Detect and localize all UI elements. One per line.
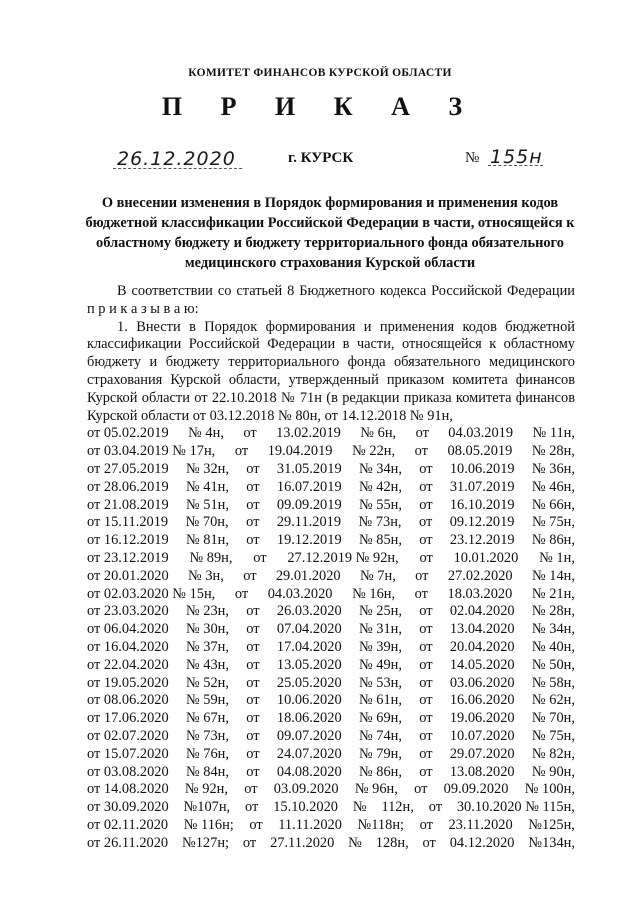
amendment-cell: №125н, bbox=[528, 816, 575, 833]
amendment-row bbox=[87, 568, 575, 586]
amendment-cell: 31.05.2019 bbox=[276, 460, 342, 477]
amendment-cell: № 81н, bbox=[185, 532, 229, 549]
amendment-cell: от 06.04.2020 bbox=[87, 621, 169, 638]
amendment-cell: 09.12.2019 bbox=[449, 514, 515, 531]
amendment-cell: № 23н, bbox=[185, 603, 229, 620]
amendment-cell: № 59н, bbox=[185, 692, 229, 709]
amendment-row bbox=[87, 657, 575, 675]
amendment-cell: № 1н, bbox=[539, 549, 575, 566]
amendment-cell: 13.04.2020 bbox=[449, 621, 515, 638]
amendment-cell: от 23.12.2019 bbox=[87, 549, 169, 566]
amendment-cell: 29.07.2020 bbox=[449, 745, 515, 762]
amendment-cell: от bbox=[419, 460, 433, 477]
amendment-list bbox=[87, 425, 575, 852]
amendment-cell: от bbox=[414, 585, 428, 602]
amendment-cell: 10.06.2020 bbox=[276, 692, 342, 709]
amendment-cell: 09.09.2019 bbox=[276, 496, 342, 513]
amendment-cell: № 61н, bbox=[358, 692, 402, 709]
amendment-cell: № 62н, bbox=[531, 692, 575, 709]
amendment-cell: № 34н, bbox=[358, 460, 402, 477]
amendment-cell: от 03.04.2019 № 17н, bbox=[87, 443, 216, 460]
amendment-cell: от bbox=[246, 674, 260, 691]
amendment-cell: № 50н, bbox=[531, 656, 575, 673]
amendment-row bbox=[87, 781, 575, 799]
amendment-cell: 08.05.2019 bbox=[447, 443, 513, 460]
amendment-cell: от bbox=[414, 781, 428, 798]
amendment-cell: от bbox=[419, 816, 433, 833]
amendment-cell: 07.04.2020 bbox=[276, 621, 342, 638]
amendment-cell: № 82н, bbox=[531, 745, 575, 762]
amendment-row bbox=[87, 550, 575, 568]
amendment-row bbox=[87, 799, 575, 817]
amendment-cell: от 02.03.2020 № 15н, bbox=[87, 585, 216, 602]
amendment-cell: от bbox=[246, 638, 260, 655]
amendment-cell: № 34н, bbox=[531, 621, 575, 638]
amendment-cell: № 67н, bbox=[185, 710, 229, 727]
amendment-cell: 09.09.2020 bbox=[443, 781, 509, 798]
amendment-row bbox=[87, 817, 575, 835]
amendment-cell: от bbox=[419, 638, 433, 655]
amendment-cell: от 17.06.2020 bbox=[87, 710, 169, 727]
amendment-cell: от bbox=[246, 514, 260, 531]
amendment-cell: 23.12.2019 bbox=[449, 532, 515, 549]
amendment-cell: № 22н, bbox=[352, 443, 396, 460]
amendment-cell: 04.08.2020 bbox=[276, 763, 342, 780]
amendment-cell: № 4н, bbox=[188, 425, 224, 442]
amendment-cell: № 84н, bbox=[185, 763, 229, 780]
amendment-cell: от bbox=[246, 603, 260, 620]
amendment-cell: № 28н, bbox=[531, 443, 575, 460]
amendment-cell: № 96н, bbox=[354, 781, 398, 798]
amendment-cell: № 90н, bbox=[531, 763, 575, 780]
amendment-cell: 29.11.2019 bbox=[276, 514, 342, 531]
amendment-cell: от bbox=[419, 710, 433, 727]
amendment-cell: 09.07.2020 bbox=[276, 727, 342, 744]
amendment-cell: № bbox=[352, 799, 367, 816]
amendment-cell: от 20.01.2020 bbox=[87, 567, 169, 584]
amendment-cell: от bbox=[419, 656, 433, 673]
amendment-cell: № 11н, bbox=[532, 425, 575, 442]
amendment-row bbox=[87, 497, 575, 515]
amendment-cell: 20.04.2020 bbox=[449, 638, 515, 655]
amendment-cell: № 6н, bbox=[360, 425, 397, 442]
amendment-row bbox=[87, 746, 575, 764]
order-body bbox=[87, 283, 575, 853]
amendment-cell: от bbox=[246, 727, 260, 744]
amendment-cell: 27.02.2020 bbox=[447, 567, 513, 584]
amendment-cell: от bbox=[243, 567, 257, 584]
amendment-cell: №107н, bbox=[183, 799, 231, 816]
amendment-cell: от bbox=[246, 763, 260, 780]
amendment-cell: 25.05.2020 bbox=[276, 674, 342, 691]
amendment-cell: 04.03.2019 bbox=[448, 425, 514, 442]
amendment-cell: № 79н, bbox=[358, 745, 402, 762]
amendment-cell: 16.06.2020 bbox=[449, 692, 515, 709]
amendment-cell: № 28н, bbox=[531, 603, 575, 620]
amendment-cell: от 16.12.2019 bbox=[87, 532, 169, 549]
amendment-cell: от 02.07.2020 bbox=[87, 727, 169, 744]
amendment-cell: № 16н, bbox=[352, 585, 396, 602]
amendment-cell: от 30.09.2020 bbox=[87, 799, 169, 816]
amendment-cell: № 92н, bbox=[184, 781, 228, 798]
order-number: 155н bbox=[490, 146, 543, 168]
amendment-cell: от bbox=[246, 478, 260, 495]
preamble-paragraph: В соответствии со статьей 8 Бюджетного кодекса Российской Федерации п р и к а з ы в а ю: bbox=[87, 283, 575, 317]
amendment-cell: от bbox=[242, 834, 257, 851]
amendment-cell: от bbox=[234, 585, 249, 602]
amendment-cell: от bbox=[244, 781, 258, 798]
amendment-cell: от bbox=[418, 514, 433, 531]
amendment-row bbox=[87, 728, 575, 746]
amendment-cell: от bbox=[419, 549, 433, 566]
amendment-cell: 112н, bbox=[381, 799, 414, 816]
document-title: П Р И К А З bbox=[161, 92, 479, 121]
amendment-cell: 31.07.2019 bbox=[449, 478, 515, 495]
amendment-cell: № 51н, bbox=[185, 496, 229, 513]
amendment-cell: № 43н, bbox=[185, 656, 229, 673]
amendment-cell: 15.10.2020 bbox=[273, 799, 338, 816]
amendment-cell: 10.06.2019 bbox=[449, 460, 515, 477]
amendment-cell: 29.01.2020 bbox=[275, 567, 341, 584]
amendment-cell: от bbox=[419, 621, 433, 638]
amendment-cell: № 116н; bbox=[183, 816, 234, 833]
amendment-row bbox=[87, 425, 575, 443]
amendment-cell: № 7н, bbox=[359, 567, 396, 584]
amendment-cell: 02.04.2020 bbox=[449, 603, 515, 620]
order-number-label: № bbox=[465, 150, 480, 166]
amendment-cell: 17.04.2020 bbox=[276, 638, 342, 655]
amendment-cell: 27.12.2019 № 92н, bbox=[287, 549, 399, 566]
amendment-cell: от bbox=[419, 745, 433, 762]
amendment-cell: №118н; bbox=[357, 816, 405, 833]
amendment-cell: № 73н, bbox=[185, 727, 229, 744]
amendment-row bbox=[87, 514, 575, 532]
amendment-cell: №134н, bbox=[528, 834, 575, 851]
amendment-cell: 26.03.2020 bbox=[276, 603, 342, 620]
amendment-cell: 10.01.2020 bbox=[453, 549, 519, 566]
amendment-cell: 16.10.2019 bbox=[449, 496, 515, 513]
amendment-cell: № 55н, bbox=[358, 496, 402, 513]
amendment-cell: № 21н, bbox=[531, 585, 575, 602]
amendment-cell: от bbox=[414, 443, 428, 460]
amendment-cell: от bbox=[246, 532, 260, 549]
amendment-cell: от 27.05.2019 bbox=[87, 460, 169, 477]
amendment-cell: № 52н, bbox=[185, 674, 229, 691]
amendment-cell: 03.06.2020 bbox=[449, 674, 515, 691]
amendment-cell: № 49н, bbox=[358, 656, 402, 673]
amendment-cell: № 74н, bbox=[358, 727, 402, 744]
amendment-cell: от bbox=[419, 496, 433, 513]
amendment-row bbox=[87, 532, 575, 550]
amendment-cell: 18.06.2020 bbox=[276, 710, 342, 727]
amendment-cell: от bbox=[419, 532, 433, 549]
amendment-cell: № 25н, bbox=[358, 603, 402, 620]
amendment-cell: № 32н, bbox=[185, 460, 229, 477]
amendment-row bbox=[87, 764, 575, 782]
amendment-cell: № 86н, bbox=[531, 532, 575, 549]
amendment-cell: от 22.04.2020 bbox=[87, 656, 169, 673]
amendment-cell: 13.08.2020 bbox=[449, 763, 515, 780]
amendment-cell: № 69н, bbox=[358, 710, 402, 727]
amendment-cell: № 66н, bbox=[531, 496, 575, 513]
amendment-cell: 23.11.2020 bbox=[448, 816, 513, 833]
amendment-cell: от bbox=[246, 745, 260, 762]
amendment-cell: № 73н, bbox=[358, 514, 402, 531]
amendment-cell: № 75н, bbox=[531, 727, 575, 744]
amendment-row bbox=[87, 621, 575, 639]
amendment-cell: от 05.02.2019 bbox=[87, 425, 169, 442]
amendment-cell: 03.09.2020 bbox=[273, 781, 339, 798]
issuer-heading: КОМИТЕТ ФИНАНСОВ КУРСКОЙ ОБЛАСТИ bbox=[188, 67, 452, 79]
amendment-cell: от bbox=[422, 834, 436, 851]
amendment-cell: 30.10.2020 № 115н, bbox=[456, 799, 575, 816]
amendment-cell: № 14н, bbox=[531, 567, 575, 584]
amendment-cell: 13.02.2019 bbox=[276, 425, 341, 442]
amendment-cell: от 15.11.2019 bbox=[87, 514, 169, 531]
amendment-cell: № 89н, bbox=[189, 549, 233, 566]
amendment-cell: № 40н, bbox=[531, 638, 575, 655]
amendment-cell: № 75н, bbox=[531, 514, 575, 531]
amendment-cell: от bbox=[415, 567, 429, 584]
amendment-cell: 128н, bbox=[375, 834, 409, 851]
amendment-cell: № bbox=[348, 834, 362, 851]
amendment-cell: № 58н, bbox=[531, 674, 575, 691]
amendment-row bbox=[87, 639, 575, 657]
amendment-cell: № 53н, bbox=[358, 674, 402, 691]
amendment-row bbox=[87, 710, 575, 728]
amendment-cell: №127н; bbox=[182, 834, 230, 851]
amendment-cell: 04.12.2020 bbox=[449, 834, 515, 851]
amendment-cell: № 3н, bbox=[188, 567, 224, 584]
amendment-cell: № 31н, bbox=[358, 621, 402, 638]
order-date: 26.12.2020 bbox=[117, 148, 236, 170]
amendment-cell: 13.05.2020 bbox=[276, 656, 342, 673]
amendment-cell: 19.12.2019 bbox=[276, 532, 342, 549]
amendment-cell: 19.06.2020 bbox=[449, 710, 515, 727]
amendment-cell: от bbox=[428, 799, 442, 816]
amendment-cell: от bbox=[419, 478, 433, 495]
amendment-cell: 27.11.2020 bbox=[270, 834, 335, 851]
amendment-cell: № 30н, bbox=[185, 621, 229, 638]
amendment-row bbox=[87, 479, 575, 497]
amendment-cell: № 36н, bbox=[531, 460, 575, 477]
amendment-cell: № 86н, bbox=[358, 763, 402, 780]
amendment-cell: от bbox=[246, 460, 260, 477]
amendment-cell: от bbox=[245, 799, 259, 816]
amendment-cell: от bbox=[249, 816, 263, 833]
amendment-cell: от bbox=[246, 710, 260, 727]
amendment-cell: № 70н, bbox=[185, 514, 229, 531]
amendment-row bbox=[87, 675, 575, 693]
amendment-cell: от bbox=[419, 692, 433, 709]
amendment-cell: от bbox=[246, 692, 260, 709]
amendment-cell: № 100н, bbox=[524, 781, 575, 798]
amendment-cell: № 39н, bbox=[358, 638, 402, 655]
amendment-cell: от bbox=[419, 603, 433, 620]
amendment-cell: от bbox=[415, 425, 429, 442]
amendment-cell: № 85н, bbox=[358, 532, 402, 549]
amendment-cell: от 19.05.2020 bbox=[87, 674, 169, 691]
amendment-cell: от bbox=[419, 674, 433, 691]
amendment-row bbox=[87, 586, 575, 604]
amendment-cell: от 08.06.2020 bbox=[87, 692, 169, 709]
amendment-cell: 04.03.2020 bbox=[267, 585, 333, 602]
amendment-cell: от bbox=[246, 621, 260, 638]
amendment-cell: от 02.11.2020 bbox=[87, 816, 169, 833]
amendment-cell: 11.11.2020 bbox=[278, 816, 342, 833]
amendment-cell: 16.07.2019 bbox=[276, 478, 342, 495]
amendment-row bbox=[87, 603, 575, 621]
amendment-cell: от bbox=[246, 656, 260, 673]
amendment-cell: от 26.11.2020 bbox=[87, 834, 169, 851]
amendment-cell: 18.03.2020 bbox=[447, 585, 513, 602]
amendment-cell: № 37н, bbox=[185, 638, 229, 655]
order-city: г. КУРСК bbox=[288, 150, 354, 166]
amendment-cell: от bbox=[246, 496, 260, 513]
amendment-cell: от bbox=[253, 549, 267, 566]
order-subject: О внесении изменения в Порядок формирования и применения кодов бюджетной классификации Российской Федерации в части, относящейся к областному бюджету и бюджету территориального фонда обязательного медицинского страхования Курской области bbox=[85, 195, 575, 271]
amendment-cell: от 14.08.2020 bbox=[87, 781, 169, 798]
amendment-cell: от bbox=[234, 443, 249, 460]
amendment-row bbox=[87, 443, 575, 461]
amendment-cell: от 16.04.2020 bbox=[87, 638, 169, 655]
amendment-cell: от 28.06.2019 bbox=[87, 478, 169, 495]
amendment-cell: № 46н, bbox=[531, 478, 575, 495]
amendment-cell: № 42н, bbox=[358, 478, 402, 495]
amendment-cell: 24.07.2020 bbox=[276, 745, 342, 762]
amendment-cell: от 23.03.2020 bbox=[87, 603, 169, 620]
amendment-cell: от bbox=[419, 763, 433, 780]
amendment-row bbox=[87, 835, 575, 853]
amendment-cell: 14.05.2020 bbox=[449, 656, 515, 673]
amendment-cell: от 15.07.2020 bbox=[87, 745, 169, 762]
amendment-cell: от bbox=[419, 727, 433, 744]
amendment-cell: от 21.08.2019 bbox=[87, 496, 169, 513]
amendment-cell: № 76н, bbox=[185, 745, 229, 762]
amendment-cell: от 03.08.2020 bbox=[87, 763, 169, 780]
amendment-cell: от bbox=[243, 425, 257, 442]
amendment-cell: 10.07.2020 bbox=[449, 727, 515, 744]
amendment-cell: 19.04.2019 bbox=[267, 443, 333, 460]
amendment-cell: № 41н, bbox=[185, 478, 229, 495]
amendment-row bbox=[87, 692, 575, 710]
item-1-paragraph: 1. Внести в Порядок формирования и применения кодов бюджетной классификации Российской Федерации в части, относящейся к областному бюджету и бюджету территориального фонда обязательного медицинского страхования Курской области, утвержденный приказом комитета финансов Курской области от 22.10.2018 № 71н (в редакции приказа комитета финансов Курской области от 03.12.2018 № 80н, от 14.12.2018 № 91н, bbox=[87, 318, 575, 424]
amendment-cell: № 70н, bbox=[531, 710, 575, 727]
amendment-row bbox=[87, 461, 575, 479]
